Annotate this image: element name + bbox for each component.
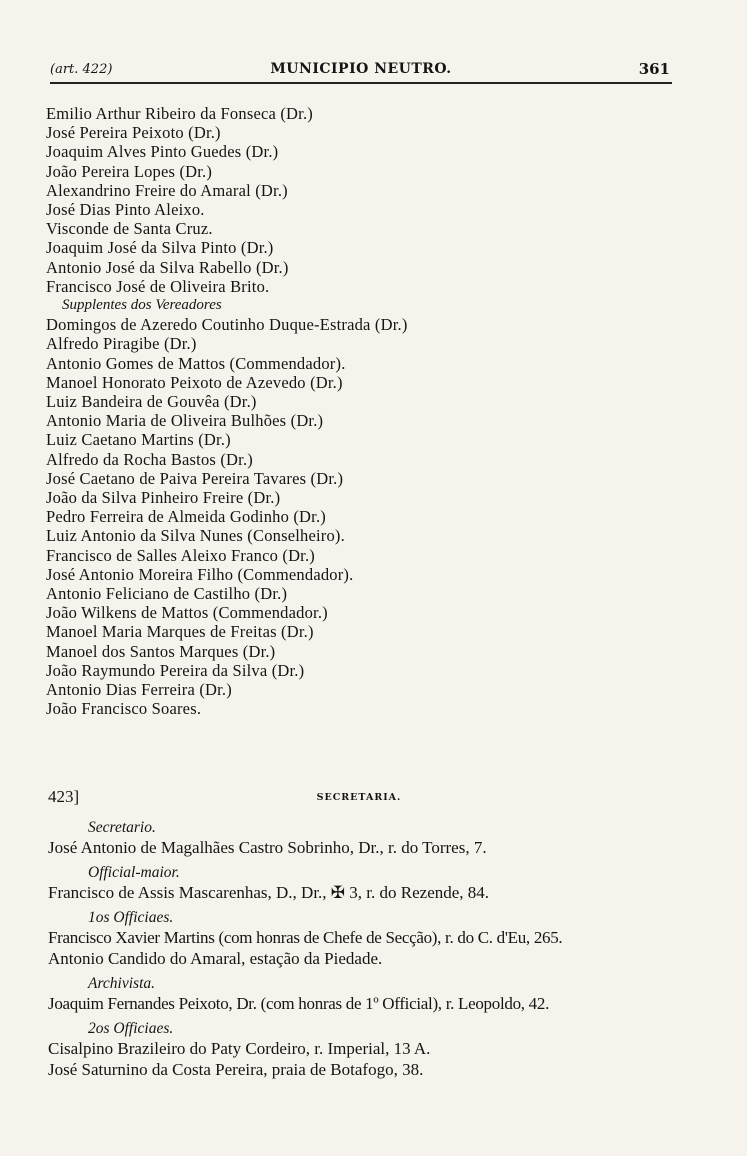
list-item: Antonio Gomes de Mattos (Commendador). bbox=[46, 353, 346, 373]
page-number: 361 bbox=[638, 60, 670, 78]
section-header bbox=[48, 787, 670, 809]
list-item: Antonio Dias Ferreira (Dr.) bbox=[46, 680, 232, 700]
list-item: Francisco José de Oliveira Brito. bbox=[46, 276, 270, 296]
list-item: Alfredo da Rocha Bastos (Dr.) bbox=[46, 449, 253, 469]
section-title: SECRETARIA. bbox=[316, 792, 402, 803]
list-item: Visconde de Santa Cruz. bbox=[46, 219, 213, 239]
list-item: Luiz Caetano Martins (Dr.) bbox=[46, 430, 231, 450]
list-item: João Raymundo Pereira da Silva (Dr.) bbox=[46, 660, 305, 680]
list-item: João Wilkens de Mattos (Commendador.) bbox=[46, 603, 328, 623]
staff-entry: Francisco de Assis Mascarenhas, D., Dr., ✠ 3, r. do Rezende, 84. bbox=[48, 883, 490, 902]
list-item: Emilio Arthur Ribeiro da Fonseca (Dr.) bbox=[46, 104, 313, 123]
list-item: João da Silva Pinheiro Freire (Dr.) bbox=[46, 488, 281, 508]
staff-entry: José Saturnino da Costa Pereira, praia de Botafogo, 38. bbox=[48, 1060, 424, 1079]
list-item: José Dias Pinto Aleixo. bbox=[46, 200, 205, 220]
councillors-list bbox=[46, 104, 686, 719]
list-item: Domingos de Azeredo Coutinho Duque-Estrada (Dr.) bbox=[46, 315, 408, 335]
list-item: Antonio Maria de Oliveira Bulhões (Dr.) bbox=[46, 411, 324, 431]
list-item: José Pereira Peixoto (Dr.) bbox=[46, 123, 221, 143]
list-item: Alexandrino Freire do Amaral (Dr.) bbox=[46, 180, 288, 200]
running-header bbox=[50, 60, 672, 84]
supplentes-heading: Supplentes dos Vereadores bbox=[62, 297, 222, 314]
role-heading: Archivista. bbox=[88, 975, 156, 992]
staff-entry: Joaquim Fernandes Peixoto, Dr. (com honras de 1º Official), r. Leopoldo, 42. bbox=[48, 994, 550, 1013]
list-item: José Caetano de Paiva Pereira Tavares (Dr.) bbox=[46, 468, 344, 488]
list-item: Antonio Feliciano de Castilho (Dr.) bbox=[46, 584, 288, 604]
role-heading: Official-maior. bbox=[88, 864, 180, 881]
section-number: 423] bbox=[48, 787, 80, 806]
role-heading: 1os Officiaes. bbox=[88, 909, 174, 926]
list-item: Manoel Maria Marques de Freitas (Dr.) bbox=[46, 622, 314, 642]
staff-entry: José Antonio de Magalhães Castro Sobrinho, Dr., r. do Torres, 7. bbox=[48, 838, 487, 857]
page-title: MUNICIPIO NEUTRO. bbox=[270, 61, 452, 77]
list-item: Manoel Honorato Peixoto de Azevedo (Dr.) bbox=[46, 372, 343, 392]
staff-entry: Antonio Candido do Amaral, estação da Piedade. bbox=[48, 949, 383, 968]
list-item: Manoel dos Santos Marques (Dr.) bbox=[46, 641, 276, 661]
list-item: Joaquim José da Silva Pinto (Dr.) bbox=[46, 238, 274, 258]
staff-entry: Cisalpino Brazileiro do Paty Cordeiro, r. Imperial, 13 A. bbox=[48, 1039, 431, 1058]
list-item: Luiz Bandeira de Gouvêa (Dr.) bbox=[46, 392, 257, 412]
list-item: Alfredo Piragibe (Dr.) bbox=[46, 334, 197, 354]
list-item: João Pereira Lopes (Dr.) bbox=[46, 161, 213, 181]
article-reference: (art. 422) bbox=[50, 62, 113, 77]
list-item: José Antonio Moreira Filho (Commendador). bbox=[46, 564, 354, 584]
secretaria-section bbox=[48, 818, 708, 1085]
staff-entry: Francisco Xavier Martins (com honras de Chefe de Secção), r. do C. d'Eu, 265. bbox=[48, 928, 563, 947]
list-item: Francisco de Salles Aleixo Franco (Dr.) bbox=[46, 545, 315, 565]
list-item: Luiz Antonio da Silva Nunes (Conselheiro). bbox=[46, 526, 345, 546]
list-item: Antonio José da Silva Rabello (Dr.) bbox=[46, 257, 289, 277]
list-item: Pedro Ferreira de Almeida Godinho (Dr.) bbox=[46, 507, 326, 527]
list-item: João Francisco Soares. bbox=[46, 699, 202, 719]
list-item: Joaquim Alves Pinto Guedes (Dr.) bbox=[46, 142, 279, 162]
role-heading: 2os Officiaes. bbox=[88, 1020, 174, 1037]
role-heading: Secretario. bbox=[88, 819, 156, 836]
